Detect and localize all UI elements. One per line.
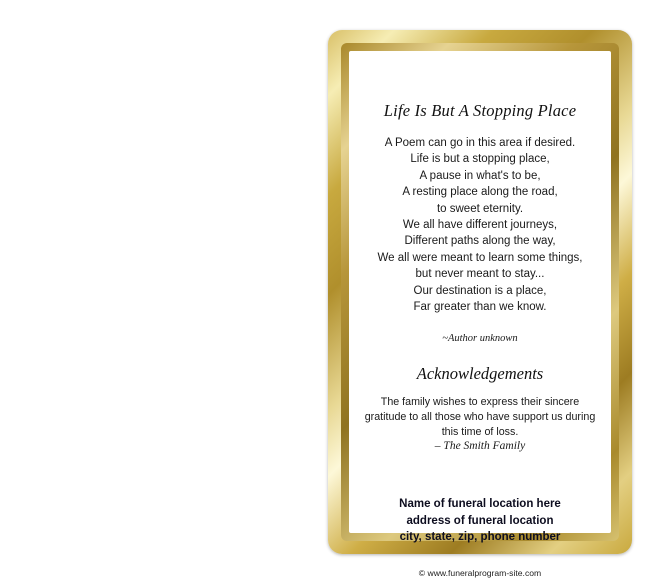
poem-body (349, 135, 611, 315)
location-line: Name of funeral location here (399, 498, 561, 511)
location-line: city, state, zip, phone number (399, 531, 561, 544)
gold-border-inner (341, 43, 619, 578)
acknowledgements-body (349, 395, 611, 439)
acknowledgements-signature: – The Smith Family (434, 440, 526, 453)
location-line: address of funeral location (406, 514, 554, 527)
poem-line: We all were meant to learn some things, (377, 251, 583, 264)
poem-line: Different paths along the way, (404, 235, 556, 248)
copyright-notice: © www.funeralprogram-site.com (418, 567, 542, 578)
funeral-location-block (349, 496, 611, 546)
program-page (156, 8, 596, 578)
poem-line: Life is but a stopping place, (410, 153, 550, 166)
program-content (349, 51, 611, 578)
poem-line: A pause in what's to be, (419, 169, 541, 182)
poem-line: A resting place along the road, (402, 186, 558, 199)
poem-line: A Poem can go in this area if desired. (384, 137, 576, 149)
poem-line: to sweet eternity. (436, 202, 524, 215)
poem-attribution: ~Author unknown (442, 333, 518, 345)
poem-line: but never meant to stay... (415, 268, 545, 281)
acknowledgements-title: Acknowledgements (416, 364, 544, 384)
poem-title: Life Is But A Stopping Place (383, 101, 577, 120)
poem-line: We all have different journeys, (402, 219, 558, 232)
program-paper (349, 51, 611, 578)
acknowledgements-line: gratitude to all those who have support us during (364, 411, 596, 424)
acknowledgements-line: this time of loss. (441, 425, 519, 438)
acknowledgements-line: The family wishes to express their sincere (380, 396, 580, 409)
poem-line: Our destination is a place, (413, 284, 547, 297)
gold-border-frame (328, 30, 632, 578)
poem-line: Far greater than we know. (413, 301, 547, 314)
